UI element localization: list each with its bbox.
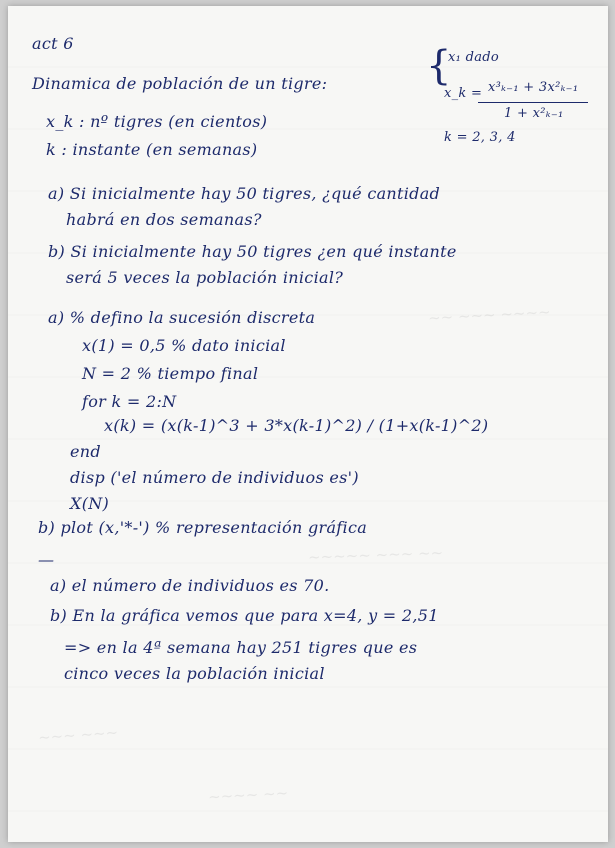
code-line-8: X(N) [70,494,110,513]
system-denominator: 1 + x²ₖ₋₁ [504,106,564,121]
code-line-3: N = 2 % tiempo final [82,364,259,383]
separator-dash: — [38,550,55,569]
answer-b-line3: cinco veces la población inicial [64,664,325,683]
answer-b-line2: => en la 4ª semana hay 251 tigres que es [64,638,418,657]
bleed-through-text: ~~~~~ ~~~ ~~ [307,543,444,567]
code-line-2: x(1) = 0,5 % dato inicial [82,336,286,355]
system-first-case: x₁ dado [448,50,499,65]
bleed-through-text: ~~~~ ~~ [207,783,289,807]
system-k-range: k = 2, 3, 4 [444,130,516,145]
system-numerator: x³ₖ₋₁ + 3x²ₖ₋₁ [488,80,579,95]
answer-b-line1: b) En la gráfica vemos que para x=4, y = 2,51 [50,606,439,625]
question-a-line2: habrá en dos semanas? [66,210,262,229]
definition-k: k : instante (en semanas) [46,140,258,159]
answer-a: a) el número de individuos es 70. [50,576,330,595]
system-brace: { [426,43,452,89]
bleed-through-text: ~~~ ~~~ [37,723,119,747]
code-line-1: a) % defino la sucesión discreta [48,308,316,327]
code-line-5: x(k) = (x(k-1)^3 + 3*x(k-1)^2) / (1+x(k-1)^2) [104,416,489,435]
paper-sheet [8,6,608,842]
system-lhs: x_k = [444,86,483,101]
definition-xk: x_k : nº tigres (en cientos) [46,112,268,131]
code-line-9: b) plot (x,'*-') % representación gráfica [38,518,368,537]
problem-title: Dinamica de población de un tigre: [32,74,328,93]
code-line-7: disp ('el número de individuos es') [70,468,359,487]
question-b-line1: b) Si inicialmente hay 50 tigres ¿en qué instante [48,242,457,261]
code-line-4: for k = 2:N [82,392,177,411]
code-line-6: end [70,442,101,461]
question-a-line1: a) Si inicialmente hay 50 tigres, ¿qué cantidad [48,184,441,203]
activity-number: act 6 [32,34,74,53]
fraction-bar [478,102,588,103]
bleed-through-text: ~~ ~~~ ~~~~ [427,302,552,328]
question-b-line2: será 5 veces la población inicial? [66,268,344,287]
